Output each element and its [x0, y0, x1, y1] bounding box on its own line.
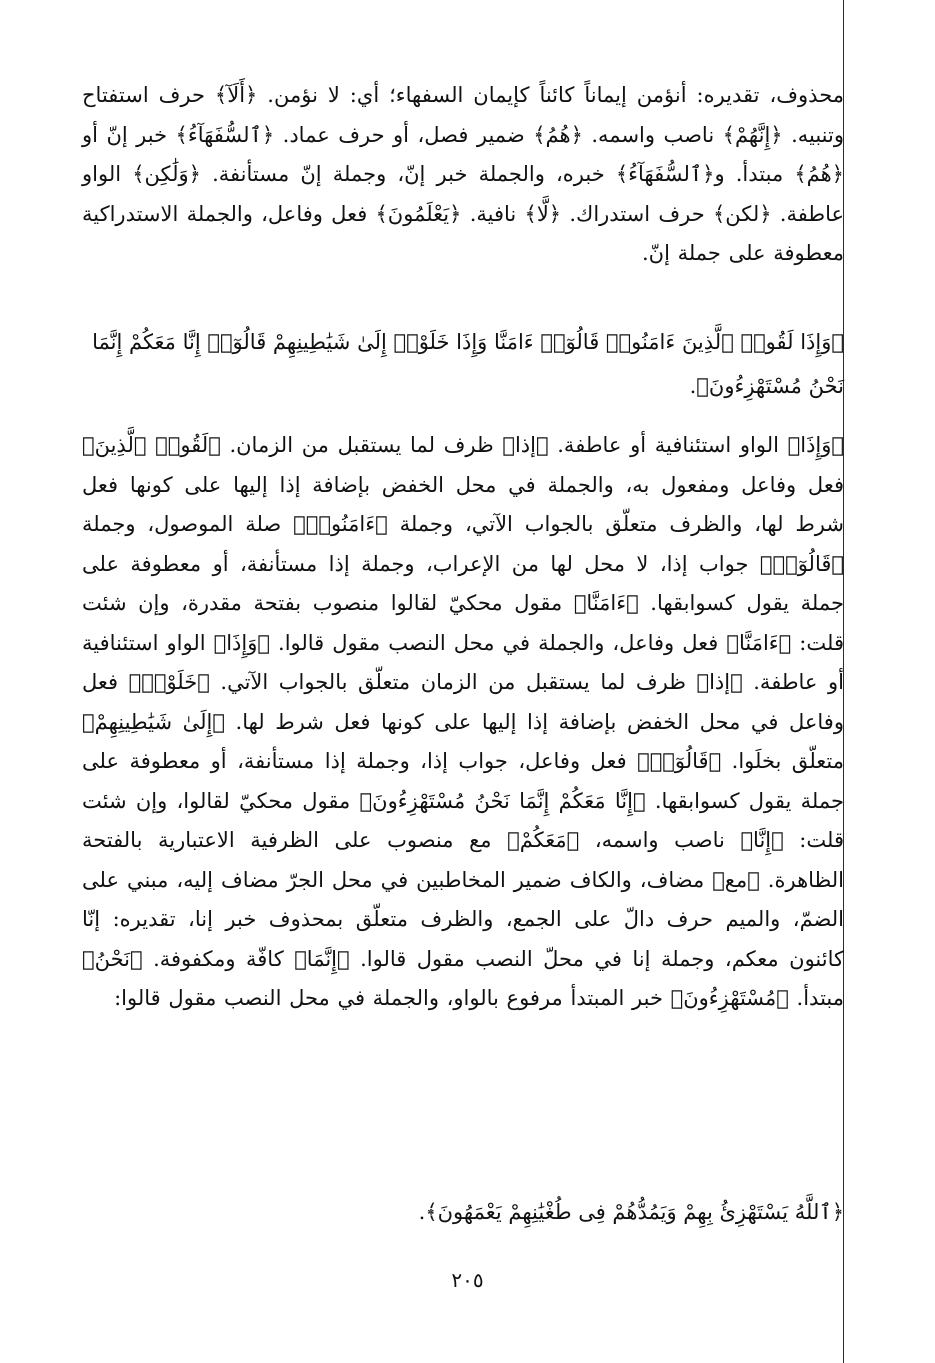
paragraph-grammar-2: ﴿وَإِذَا﴾ الواو استئنافية أو عاطفة. ﴿إذا﴾ ظرف لما يستقبل من الزمان. ﴿لَقُوا۟ ٱلَّذِينَ﴾ فعل وفاعل ومفعول به، والجملة في محل الخفض بإضافة إذا إليها على كونها فعل شرط لها، والظرف متعلّق بالجواب الآتي، وجملة ﴿ءَامَنُوا۟﴾ صلة الموصول، وجملة ﴿قَالُوٓا۟﴾ جواب إذا، لا محل لها من الإعراب، وجملة إذا مستأنفة، أو معطوفة على جملة يقول كسوابقها. ﴿ءَامَنَّا﴾ مقول محكيّ لقالوا منصوب بفتحة مقدرة، وإن شئت قلت: ﴿ءَامَنَّا﴾ فعل وفاعل، والجملة في محل النصب مقول قالوا. ﴿وَإِذَا﴾ الواو استئنافية أو عاطفة. ﴿إذا﴾ ظرف لما يستقبل من الزمان متعلّق بالجواب الآتي. ﴿خَلَوْا۟﴾ فعل وفاعل في محل الخفض بإضافة إذا إليها على كونها فعل شرط لها. ﴿إِلَىٰ شَيَٰطِينِهِمْ﴾ متعلّق بخلَوا. ﴿قَالُوٓا۟﴾ فعل وفاعل، جواب إذا، وجملة إذا مستأنفة، أو معطوفة على جملة يقول كسوابقها. ﴿إِنَّا مَعَكُمْ إِنَّمَا نَحْنُ مُسْتَهْزِءُونَ﴾ مقول محكيّ لقالوا، وإن شئت قلت: ﴿إِنَّا﴾ ناصب واسمه، ﴿مَعَكُمْ﴾ مع منصوب على الظرفية الاعتبارية بالفتحة الظاهرة. ﴿مع﴾ مضاف، والكاف ضمير المخاطبين في محل الجرّ مضاف إليه، مبني على الضمّ، والميم حرف دالّ على الجمع، والظرف متعلّق بمحذوف خبر إنا، تقديره: إنّا كائنون معكم، وجملة إنا في محلّ النصب مقول قالوا. ﴿إِنَّمَا﴾ كافّة ومكفوفة. ﴿نَحْنُ﴾ مبتدأ. ﴿مُسْتَهْزِءُونَ﴾ خبر المبتدأ مرفوع بالواو، والجملة في محل النصب مقول قالوا:	[82, 433, 844, 1010]
text-block-top	[82, 76, 844, 274]
paragraph-grammar-1: محذوف، تقديره: أنؤمن إيماناً كائناً كإيمان السفهاء؛ أي: لا نؤمن. ﴿أَلَآ﴾ حرف استفتاح وتنبيه. ﴿إِنَّهُمْ﴾ ناصب واسمه. ﴿هُمُ﴾ ضمير فصل، أو حرف عماد. ﴿ٱلسُّفَهَآءُ﴾ خبر إنّ أو ﴿هُمُ﴾ مبتدأ. و﴿ٱلسُّفَهَآءُ﴾ خبره، والجملة خبر إنّ، وجملة إنّ مستأنفة. ﴿وَلَٰكِن﴾ الواو عاطفة. ﴿لكن﴾ حرف استدراك. ﴿لَّا﴾ نافية. ﴿يَعْلَمُونَ﴾ فعل وفاعل، والجملة الاستدراكية معطوفة على جملة إنّ.	[82, 83, 844, 265]
page-number: ٢٠٥	[451, 1268, 484, 1292]
quran-verse-1: ﴿وَإِذَا لَقُوا۟ ٱلَّذِينَ ءَامَنُوا۟ قَالُوٓا۟ ءَامَنَّا وَإِذَا خَلَوْا۟ إِلَىٰ شَيَٰطِينِهِمْ قَالُوٓا۟ إِنَّا مَعَكُمْ إِنَّمَا نَحْنُ مُسْتَهْزِءُونَ﴾.	[92, 330, 844, 398]
text-block-main	[82, 426, 844, 1019]
quran-verse-2: ﴿ٱللَّهُ يَسْتَهْزِئُ بِهِمْ وَيَمُدُّهُمْ فِى طُغْيَٰنِهِمْ يَعْمَهُونَ﴾.	[418, 1200, 844, 1224]
